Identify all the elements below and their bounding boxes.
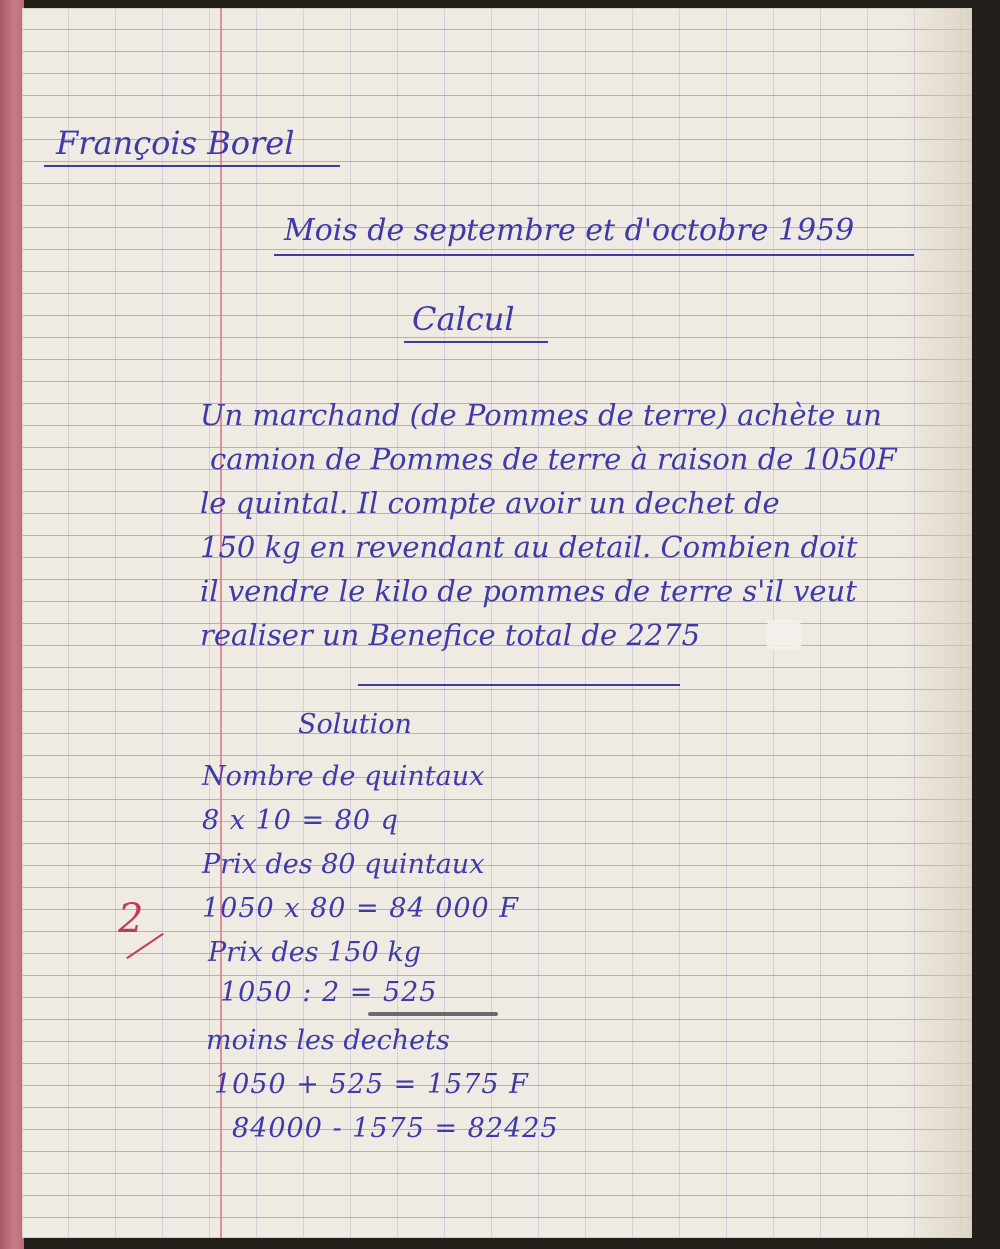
notebook-binding (0, 0, 24, 1249)
solution-step: moins les dechets (206, 1025, 450, 1056)
period-heading: Mois de septembre et d'octobre 1959 (284, 213, 855, 248)
solution-step: 1050 : 2 = 525 (220, 977, 438, 1008)
problem-line: realiser un Benefice total de 2275 (200, 618, 701, 652)
solution-step: 84000 - 1575 = 82425 (232, 1113, 559, 1144)
subject-underline (404, 341, 548, 343)
period-underline (274, 254, 914, 256)
solution-step: 1050 + 525 = 1575 F (214, 1069, 529, 1100)
pencil-underline (368, 1012, 498, 1016)
solution-step: Nombre de quintaux (202, 761, 485, 792)
problem-line: le quintal. Il compte avoir un dechet de (200, 486, 780, 520)
problem-line: 150 kg en revendant au detail. Combien doit (200, 530, 858, 564)
problem-separator (358, 684, 680, 686)
paper-smudge (766, 620, 802, 650)
student-name-underline (44, 165, 340, 167)
subject-title: Calcul (412, 300, 515, 338)
page-edge-shade (902, 8, 972, 1238)
grade-mark: 2 (118, 896, 144, 942)
solution-step: 8 x 10 = 80 q (202, 805, 399, 836)
solution-title: Solution (298, 709, 412, 740)
solution-step: Prix des 80 quintaux (202, 849, 485, 880)
student-name: François Borel (56, 124, 295, 162)
solution-step: Prix des 150 kg (208, 937, 421, 968)
notebook-page (22, 8, 972, 1238)
solution-step: 1050 x 80 = 84 000 F (202, 893, 520, 924)
problem-line: camion de Pommes de terre à raison de 1050F (210, 442, 897, 476)
problem-line: Un marchand (de Pommes de terre) achète un (200, 398, 882, 432)
problem-line: il vendre le kilo de pommes de terre s'il veut (200, 574, 857, 608)
